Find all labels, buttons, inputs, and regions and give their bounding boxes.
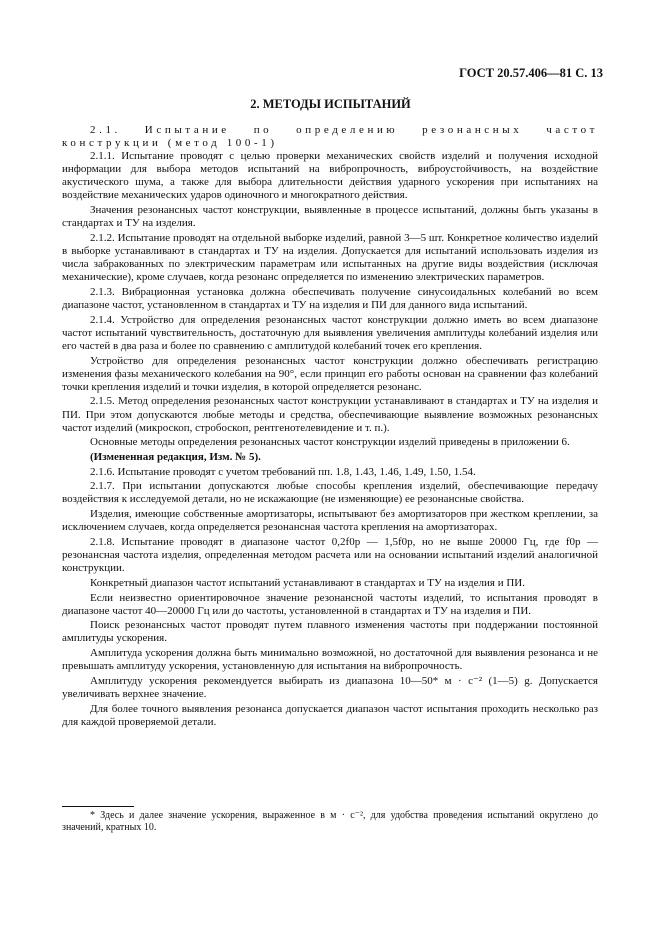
paragraph: 2.1.7. При испытании допускаются любые способы крепления изделий, обеспечивающие передачу воздействия к исследуемой детали, но не искажающие (не изменяющие) ее резонансные свойства. — [62, 480, 598, 506]
section-title: 2. МЕТОДЫ ИСПЫТАНИЙ — [250, 97, 411, 111]
paragraph: Амплитуда ускорения должна быть минимально возможной, но достаточной для выявления резонанса и не превышать амплитуду ускорения, установленную для испытания на вибропрочность. — [62, 647, 598, 673]
paragraph: Поиск резонансных частот проводят путем плавного изменения частоты при поддержании постоянной амплитуды ускорения. — [62, 619, 598, 645]
paragraph: Изделия, имеющие собственные амортизаторы, испытывают без амортизаторов при жестком креплении, за исключением случаев, когда определяется резонансная частота крепления на амортизаторах. — [62, 508, 598, 534]
paragraph: 2.1.4. Устройство для определения резонансных частот конструкции должно иметь во всем диапазоне частот испытаний чувствительность, достаточную для выявления увеличения амплитуды колебаний изделия или его частей в два раза и более по сравнению с амплитудой колебаний точек его крепления. — [62, 313, 598, 352]
amendment-note: (Измененная редакция, Изм. № 5). — [90, 451, 261, 463]
paragraph: Для более точного выявления резонанса допускается диапазон частот испытания проходить несколько раз для каждой проверяемой детали. — [62, 702, 598, 728]
paragraph: Конкретный диапазон частот испытаний устанавливают в стандартах и ТУ на изделия и ПИ. — [90, 576, 525, 589]
paragraph: 2.1.8. Испытание проводят в диапазоне частот 0,2f0р — 1,5f0р, но не выше 20000 Гц, где f0р — резонансная частота изделия, определенная методом расчета или на основании испытаний изделий аналогичной конструкции. — [62, 535, 598, 575]
paragraph: Если неизвестно ориентировочное значение резонансной частоты изделий, то испытания проводят в диапазоне частот 40—20000 Гц или до частоты, установленной в стандартах и ТУ на изделия и ПИ. — [62, 591, 598, 617]
paragraph: 2.1.2. Испытание проводят на отдельной выборке изделий, равной 3—5 шт. Конкретное количество изделий в выборке устанавливают в стандартах и ТУ на изделия. Допускается для испытаний использовать изделия из числа забракованных по электрическим параметрам или испытанных на другие виды воздействия (исключая механические), кроме случаев, когда резонанс определяется по изменению электрических параметров. — [62, 231, 598, 284]
paragraph: Значения резонансных частот конструкции, выявленные в процессе испытаний, должны быть указаны в стандартах и ТУ на изделия. — [62, 204, 598, 230]
paragraph: 2.1.5. Метод определения резонансных частот конструкции устанавливают в стандартах и ТУ на изделия и ПИ. При этом допускаются любые методы и средства, обеспечивающие выявление возможных резонансных частот изделий (микроскоп, стробоскоп, рентгенотелевидение и т. п.). — [62, 395, 598, 434]
paragraph: 2.1. Испытание по определению резонансных частот конструкции (метод 100-1) — [62, 124, 598, 150]
paragraph: 2.1.6. Испытание проводят с учетом требований пп. 1.8, 1.43, 1.46, 1.49, 1.50, 1.54. — [90, 465, 476, 478]
footnote-text: * Здесь и далее значение ускорения, выраженное в м · с⁻², для удобства проведения испытаний округлено до значений, кратных 10. — [62, 810, 598, 834]
body-text — [62, 124, 598, 730]
paragraph: 2.1.3. Вибрационная установка должна обеспечивать получение синусоидальных колебаний во всем диапазоне частот, установленном в стандартах и ТУ на изделия и ПИ для данного вида испытаний. — [62, 285, 598, 311]
footnote-divider — [62, 806, 134, 807]
paragraph: 2.1.1. Испытание проводят с целью проверки механических свойств изделий и получения исходной информации для выбора методов испытаний на вибропрочность, виброустойчивость, на воздействие акустического шума, а также для выбора длительности действия ударного ускорения при испытаниях на воздействие механических ударов одиночного и многократного действия. — [62, 150, 598, 202]
footnote — [62, 810, 598, 835]
page-header: ГОСТ 20.57.406—81 С. 13 — [459, 66, 603, 80]
paragraph: Амплитуду ускорения рекомендуется выбирать из диапазона 10—50* м · с⁻² (1—5) g. Допускается увеличивать верхнее значение. — [62, 674, 598, 700]
paragraph: Основные методы определения резонансных частот конструкции изделий приведены в приложении 6. — [90, 436, 570, 449]
paragraph: Устройство для определения резонансных частот конструкции должно обеспечивать регистрацию изменения фазы механического колебания на 90°, если принцип его работы основан на сравнении фаз колебаний точки крепления изделий и точки изделия, в которой определяется резонанс. — [62, 354, 598, 393]
